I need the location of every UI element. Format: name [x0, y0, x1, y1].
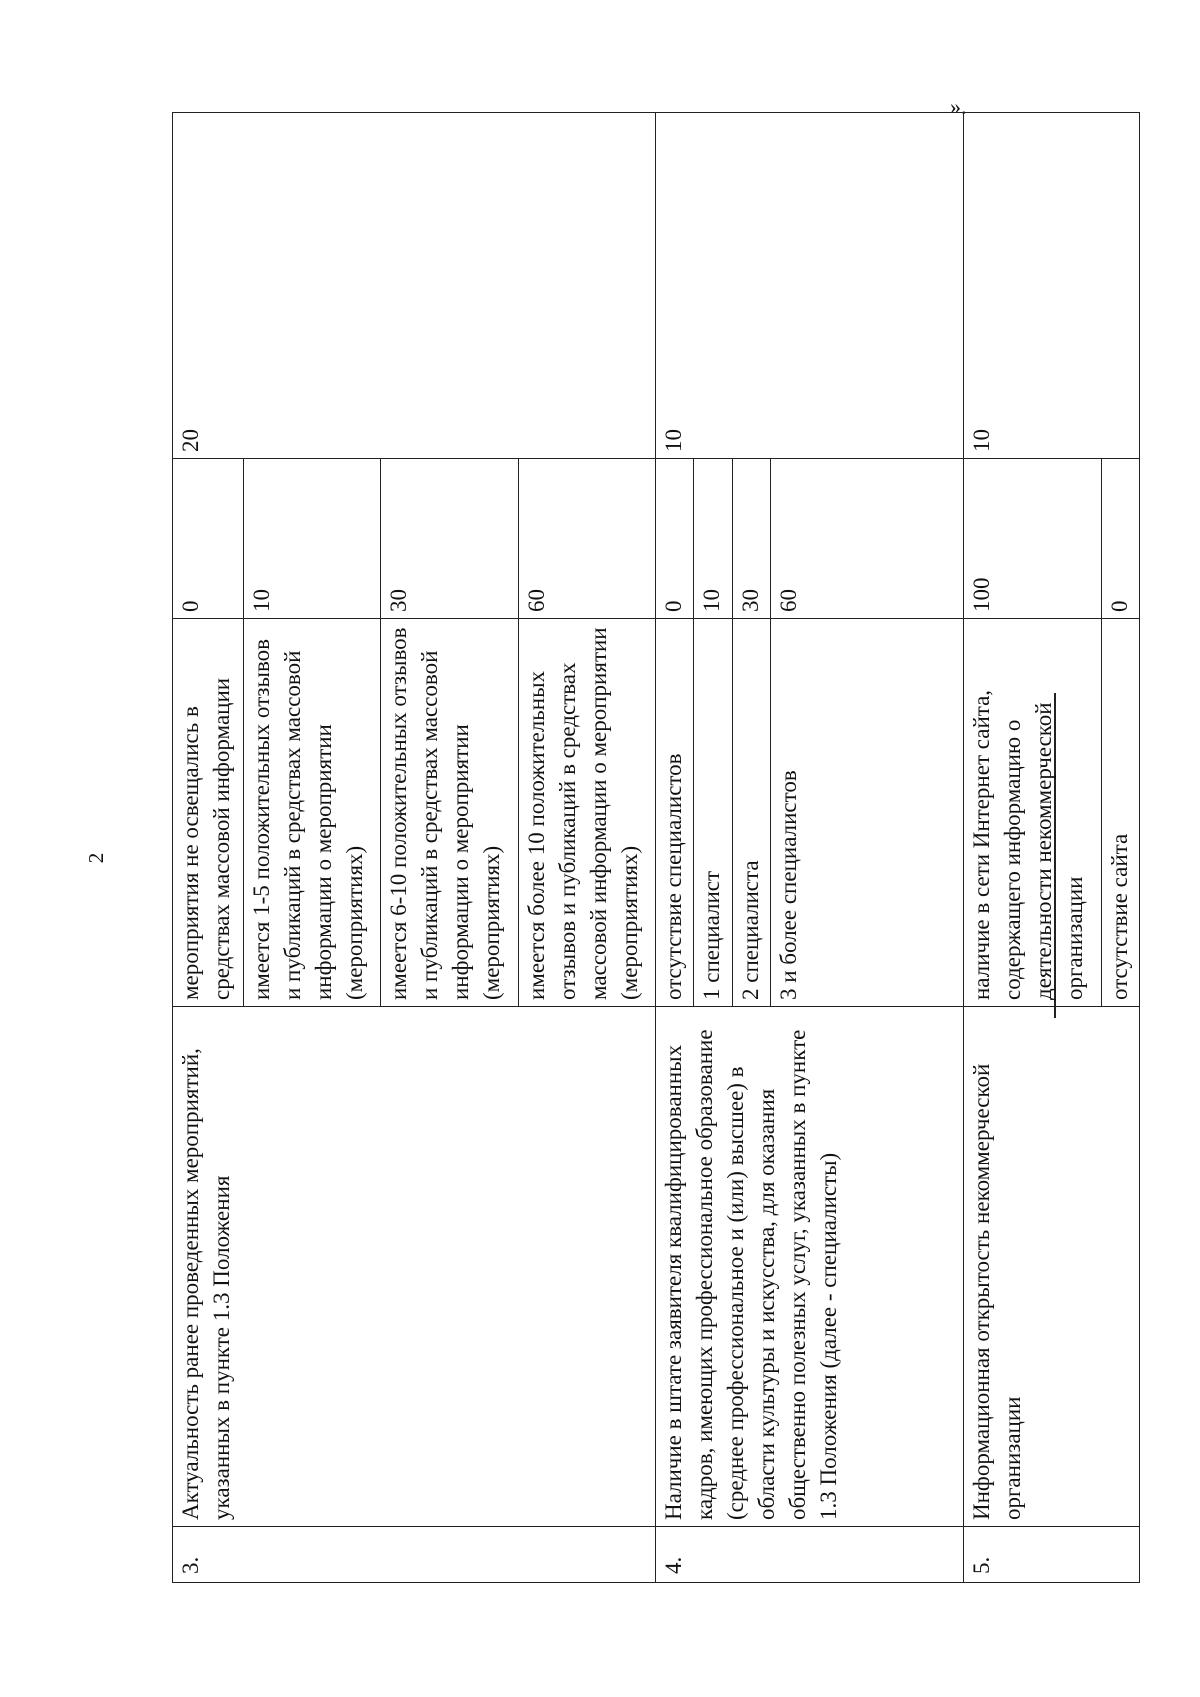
criterion-cell: Актуальность ранее проведенных мероприятий, указанных в пункте 1.3 Положения [173, 1007, 656, 1527]
option-text: 1 специалист [694, 619, 732, 1007]
option-score: 0 [655, 459, 693, 619]
option-score: 0 [1101, 459, 1139, 619]
option-text: 2 специалиста [732, 619, 770, 1007]
criterion-cell: Информационная открытость некоммерческой организации [964, 1007, 1140, 1527]
option-text: имеется более 10 положительных отзывов и публикаций в средствах массовой информации о мероприятии (мероприятиях) [518, 619, 655, 1007]
option-score: 0 [173, 459, 244, 619]
row-number: 4. [655, 1527, 964, 1583]
table-row [964, 113, 1101, 1583]
table-row [655, 113, 693, 1583]
option-score: 30 [381, 459, 518, 619]
table-row [173, 113, 244, 1583]
row-number: 3. [173, 1527, 656, 1583]
option-text: 3 и более специалистов [770, 619, 964, 1007]
option-text: имеется 1-5 положительных отзывов и публикаций в средствах массовой информации о мероприятии (мероприятиях) [244, 619, 381, 1007]
max-score: 20 [173, 113, 656, 459]
criteria-table [172, 112, 1140, 1583]
criteria-table-frame [172, 113, 1140, 1583]
option-text: отсутствие специалистов [655, 619, 693, 1007]
option-text: наличие в сети Интернет сайта, содержащего информацию о деятельности некоммерческой организации [964, 619, 1101, 1007]
option-score: 60 [770, 459, 964, 619]
option-score: 30 [732, 459, 770, 619]
row-number: 5. [964, 1527, 1140, 1583]
criterion-cell: Наличие в штате заявителя квалифицированных кадров, имеющих профессиональное образование (среднее профессиональное и (или) высшее) в области культуры и искусства, для оказания общественно полезных услуг, указанных в пункте 1.3 Положения (далее - специалисты) [655, 1007, 964, 1527]
option-score: 10 [694, 459, 732, 619]
max-score: 10 [655, 113, 964, 459]
closing-quote-mark: ». [950, 94, 967, 119]
option-text: имеется 6-10 положительных отзывов и публикаций в средствах массовой информации о мероприятии (мероприятиях) [381, 619, 518, 1007]
page-number: 2 [84, 852, 108, 864]
option-text: мероприятия не освещались в средствах массовой информации [173, 619, 244, 1007]
option-score: 60 [518, 459, 655, 619]
option-score: 100 [964, 459, 1101, 619]
option-text: отсутствие сайта [1101, 619, 1139, 1007]
option-score: 10 [244, 459, 381, 619]
criteria-table-rotated [172, 113, 1140, 1583]
max-score: 10 [964, 113, 1140, 459]
